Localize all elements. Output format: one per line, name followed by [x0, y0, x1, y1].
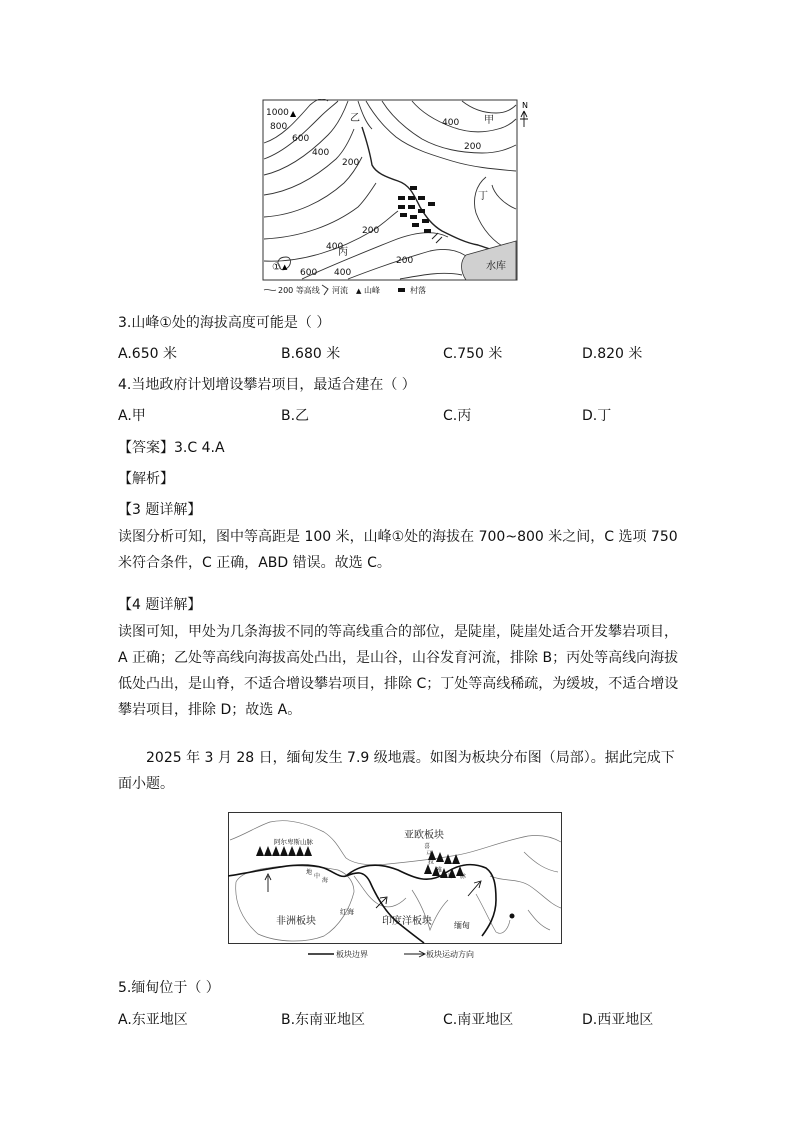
contour-label-400-w: 400: [326, 242, 344, 252]
intro-paragraph: 2025 年 3 月 28 日，缅甸发生 7.9 级地震。如图为板块分布图（局部）。据此完成下面小题。: [118, 750, 675, 792]
q4-stem: 4.当地政府计划增设攀岩项目，最适合建在（ ）: [118, 377, 416, 393]
q5-option-a: A.东亚地区: [118, 1012, 188, 1028]
contour-label-200: 200: [342, 158, 360, 168]
peak-marker-icon: ▲: [290, 109, 297, 118]
epicenter-dot-icon: [510, 914, 515, 919]
label-himalaya-6: 脉: [460, 873, 467, 880]
label-himalaya-2: 马: [426, 851, 433, 858]
label-indian-ocean-plate: 印度洋板块: [382, 916, 432, 927]
answer-line: 【答案】3.C 4.A: [118, 440, 225, 456]
river-legend-icon: [322, 285, 328, 295]
q4-detail-title: 【4 题详解】: [118, 597, 202, 613]
q3-detail-title: 【3 题详解】: [118, 502, 202, 518]
legend-motion-arrow-icon: [404, 951, 425, 957]
contour-label-200-w: 200: [362, 226, 380, 236]
place-jia: 甲: [484, 115, 494, 126]
place-ding: 丁: [478, 191, 488, 202]
contour-label-400: 400: [312, 148, 330, 158]
reservoir-label: 水库: [486, 261, 506, 272]
legend-contour: 200 等高线: [278, 286, 320, 295]
place-bing: 丙: [338, 247, 348, 258]
peak-label: ①: [272, 262, 281, 273]
q4-option-d: D.丁: [582, 408, 612, 424]
q4-detail-text: 读图可知，甲处为几条海拔不同的等高线重合的部位，是陡崖，陡崖处适合开发攀岩项目，A 正确；乙处等高线向海拔高处凸出，是山谷，山谷发育河流，排除 B；丙处等高线向海拔低处凸出，是山脊，不适合增设攀岩项目，排除 C；丁处等高线稀疏，为缓坡，不适合增设攀岩项目，排除 D；故选 A。: [118, 624, 679, 718]
q4-option-a: A.甲: [118, 408, 146, 424]
q3-stem: 3.山峰①处的海拔高度可能是（ ）: [118, 315, 331, 331]
label-himalaya-3: 拉: [428, 859, 435, 866]
q5-option-d: D.西亚地区: [582, 1012, 654, 1028]
legend-plate-boundary: 板块边界: [336, 950, 368, 959]
label-med-1: 地: [306, 869, 313, 876]
label-med-3: 海: [322, 877, 329, 884]
contour-label-600-s: 600: [300, 268, 318, 278]
contour-label-200-ne: 200: [464, 142, 482, 152]
label-eurasian-plate: 亚欧板块: [404, 830, 444, 841]
contour-label-800: 800: [270, 122, 288, 132]
q5-stem: 5.缅甸位于（ ）: [118, 980, 220, 996]
north-label: N: [522, 101, 528, 110]
contour-label-200-s: 200: [396, 256, 414, 266]
q5-option-b: B.东南亚地区: [281, 1012, 366, 1028]
topographic-map: [262, 99, 532, 299]
legend-peak: 山峰: [364, 286, 380, 295]
q3-option-d: D.820 米: [582, 346, 643, 362]
label-african-plate: 非洲板块: [276, 916, 316, 927]
q3-option-b: B.680 米: [281, 346, 341, 362]
peak-marker-icon: ▲: [282, 263, 288, 271]
contour-label-1000: 1000: [266, 108, 289, 118]
contour-label-600: 600: [292, 134, 310, 144]
label-himalaya-1: 喜: [424, 843, 431, 850]
q3-option-a: A.650 米: [118, 346, 177, 362]
label-myanmar: 缅甸: [454, 921, 470, 930]
peak-legend-icon: ▲: [356, 287, 362, 295]
contour-label-400-s: 400: [334, 268, 352, 278]
contour-label-400-ne: 400: [442, 118, 460, 128]
legend-plate-motion: 板块运动方向: [426, 950, 474, 959]
legend-village: 村落: [410, 286, 426, 295]
north-arrow-icon: [520, 111, 528, 127]
label-med-2: 中: [314, 873, 321, 880]
q5-option-c: C.南亚地区: [443, 1012, 514, 1028]
label-red-sea: 红海: [340, 908, 354, 916]
legend-river: 河流: [332, 286, 348, 295]
q3-option-c: C.750 米: [443, 346, 503, 362]
q4-option-b: B.乙: [281, 408, 310, 424]
label-himalaya-4: 雅: [436, 867, 443, 874]
place-yi: 乙: [350, 113, 360, 124]
label-himalaya-5: 山: [446, 873, 453, 880]
plate-map: [228, 812, 566, 962]
label-alps: 阿尔卑斯山脉: [274, 838, 313, 846]
q4-option-c: C.丙: [443, 408, 472, 424]
q3-detail-text: 读图分析可知，图中等高距是 100 米，山峰①处的海拔在 700~800 米之间，C 选项 750 米符合条件，C 正确，ABD 错误。故选 C。: [118, 529, 678, 571]
analysis-heading: 【解析】: [118, 471, 174, 487]
village-legend-icon: [398, 288, 405, 292]
